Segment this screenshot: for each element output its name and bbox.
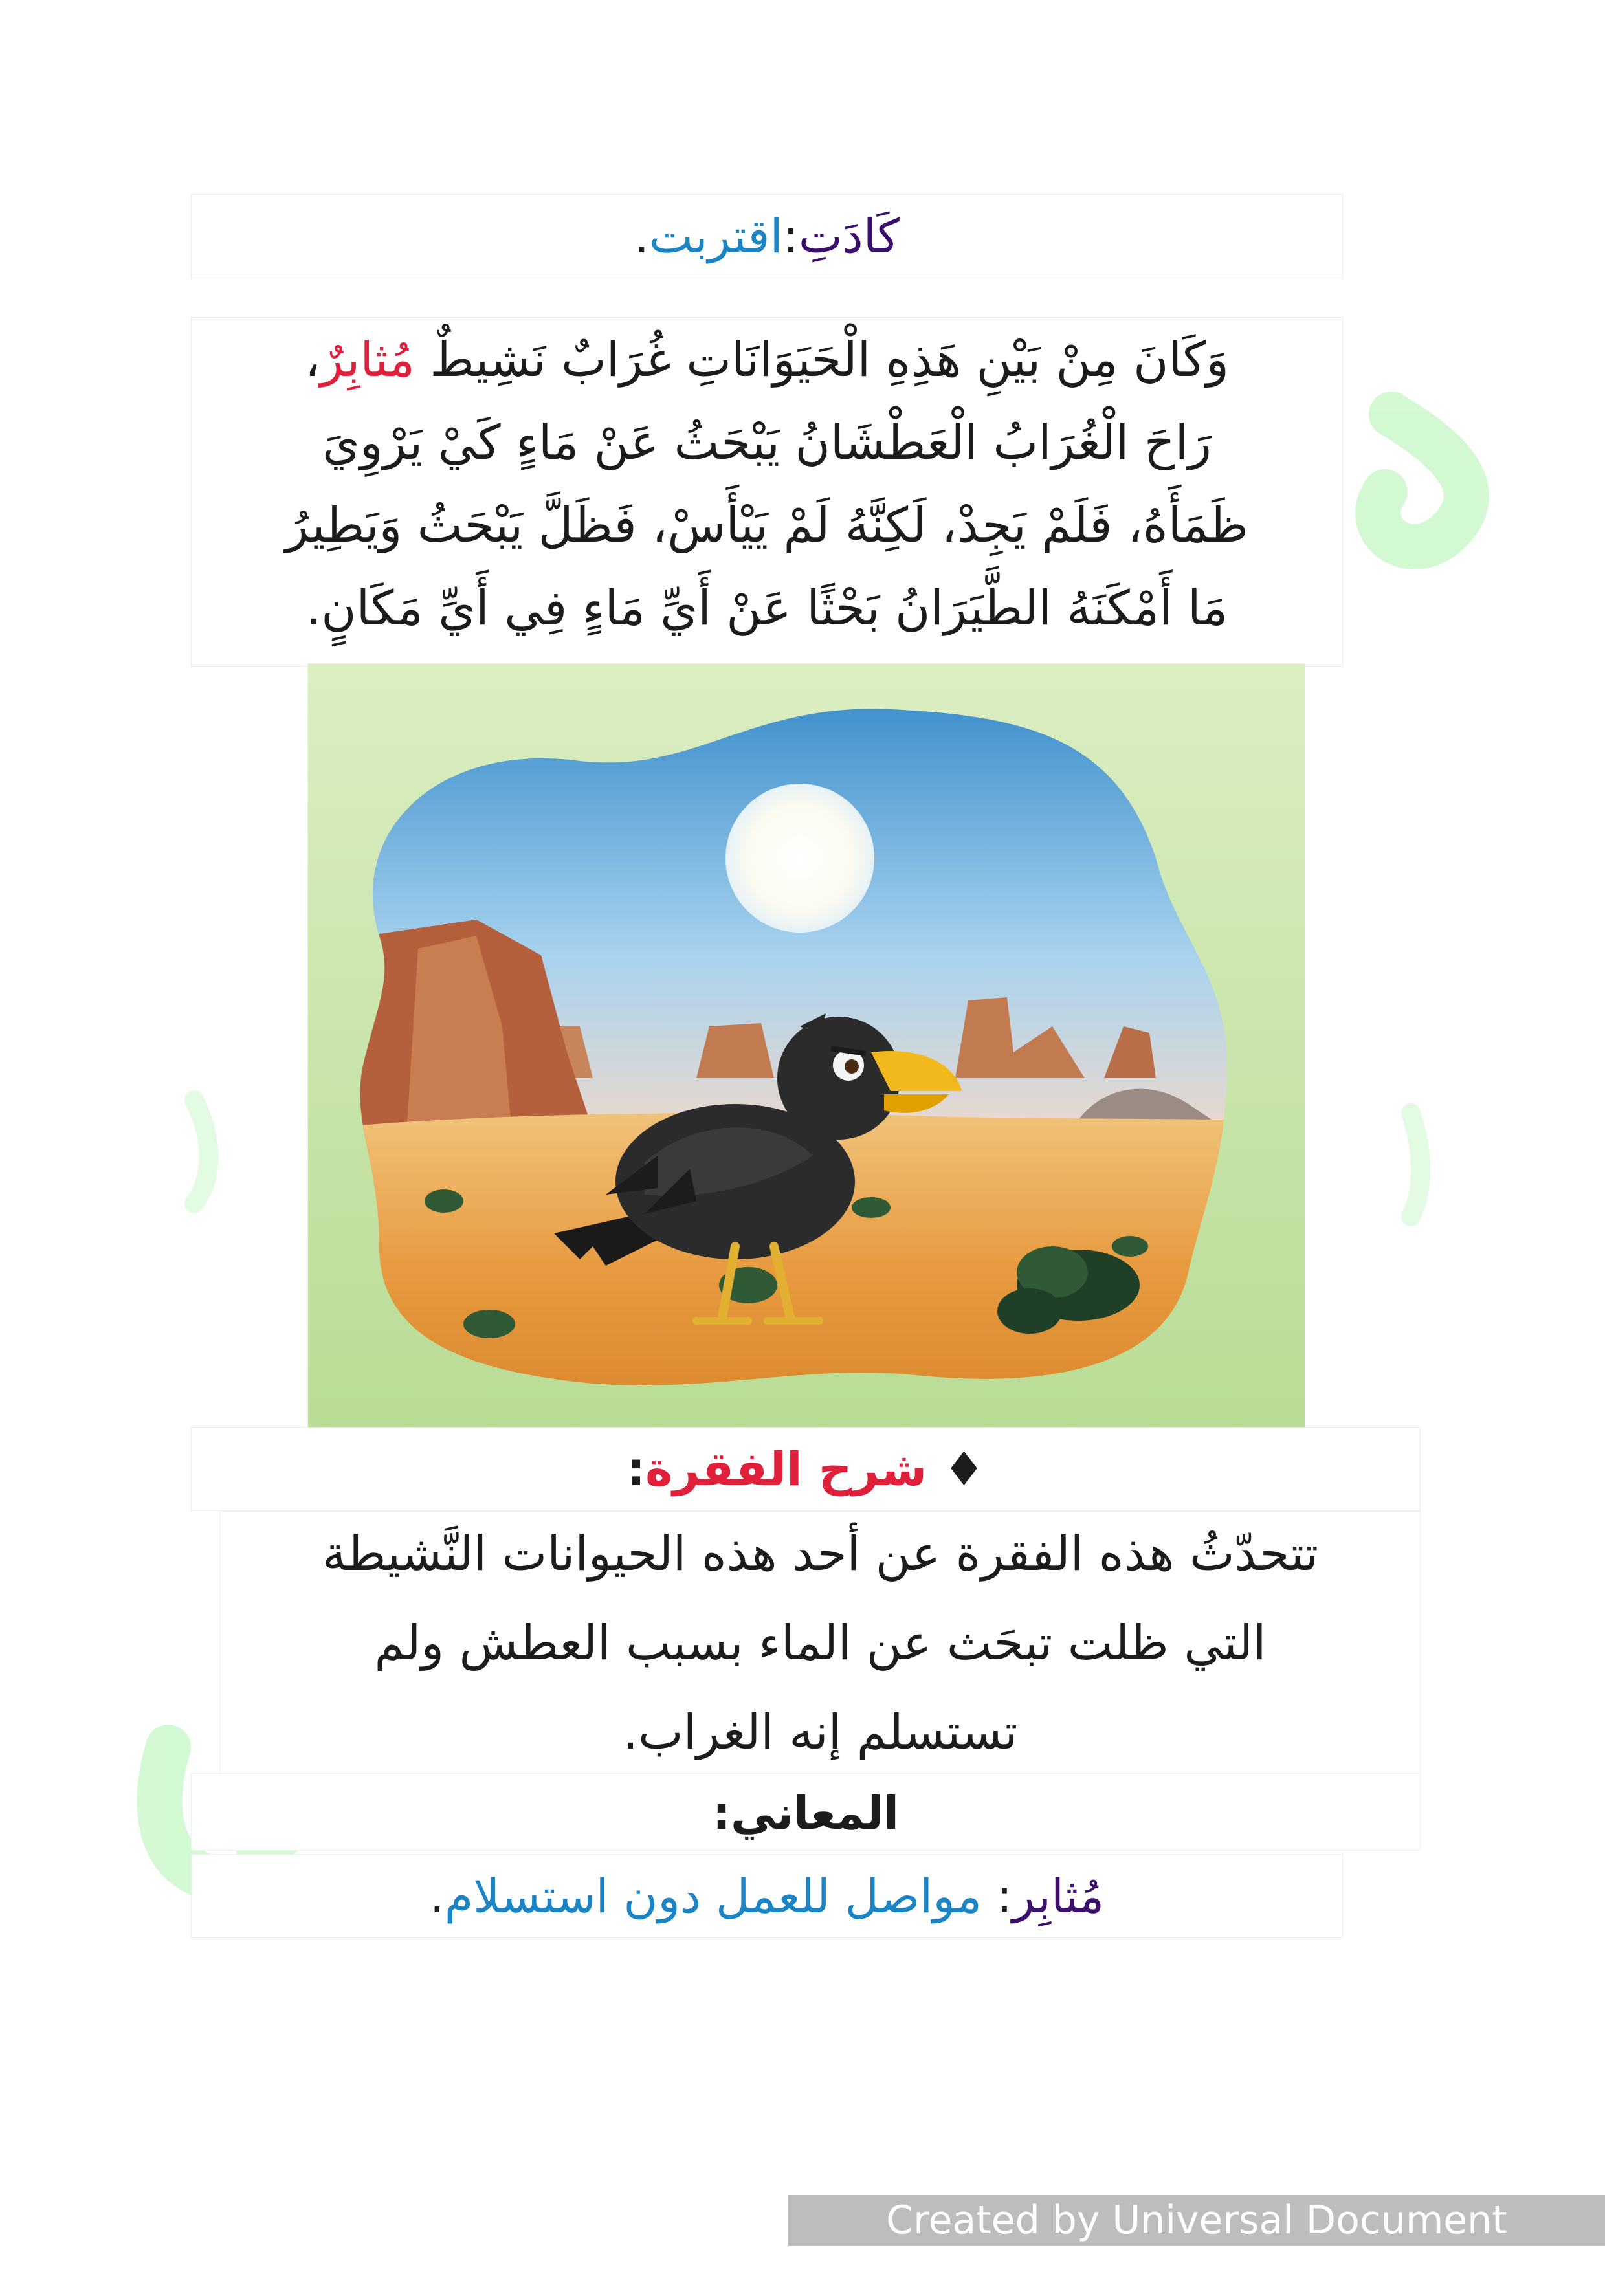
meanings-heading: المعاني — [730, 1787, 900, 1840]
paragraph-line-1-end: ، — [305, 332, 320, 388]
illustration-frame — [307, 663, 1304, 1427]
vocab-top-end: . — [634, 209, 649, 263]
vocab-top-box — [191, 194, 1343, 278]
explanation-line-3: تستسلم إنه الغراب. — [623, 1705, 1018, 1760]
bullet-icon: ♦ — [943, 1442, 985, 1496]
paragraph-line-4: مَا أَمْكَنَهُ الطَّيَرَانُ بَحْثًا عَنْ أَيِّ مَاءٍ فِي أَيِّ مَكَانٍ. — [305, 580, 1228, 636]
meanings-meaning: مواصل للعمل دون استسلام — [444, 1869, 982, 1923]
paragraph-line-3: ظَمَأَهُ، فَلَمْ يَجِدْ، لَكِنَّهُ لَمْ يَيْأَسْ، فَظَلَّ يَبْحَثُ وَيَطِيرُ — [285, 498, 1248, 553]
paragraph-line-1 — [192, 332, 1342, 388]
explanation-heading-colon: : — [626, 1442, 645, 1496]
vocab-top-word: كَادَتِ — [798, 209, 900, 263]
explanation-line-2: التي ظلت تبحَث عن الماء بسبب العطش ولم — [374, 1615, 1267, 1671]
meanings-heading-box — [191, 1773, 1421, 1851]
vocab-top-separator: : — [782, 209, 799, 263]
meanings-heading-colon: : — [712, 1787, 731, 1840]
paragraph-line-1-text: وَكَانَ مِنْ بَيْنِ هَذِهِ الْحَيَوَانَاتِ غُرَابٌ نَشِيطٌ — [414, 332, 1229, 388]
sun — [725, 784, 874, 933]
paragraph-line-2: رَاحَ الْغُرَابُ الْعَطْشَانُ يَبْحَثُ عَنْ مَاءٍ كَيْ يَرْوِيَ — [322, 415, 1212, 470]
vocab-top-meaning: اقتربت — [648, 209, 783, 263]
footer-badge: Created by Universal Document Converter — [788, 2195, 1605, 2246]
explanation-heading-line — [192, 1442, 1420, 1496]
explanation-line-1: تتحدّثُ هذه الفقرة عن أحد هذه الحيوانات النَّشيطة — [322, 1526, 1319, 1582]
meanings-heading-line — [192, 1787, 1420, 1840]
meanings-end: . — [429, 1869, 445, 1923]
meanings-entry-line — [192, 1869, 1342, 1923]
paragraph-box — [191, 317, 1343, 667]
vocab-top-line — [192, 209, 1342, 263]
meanings-entry-box — [191, 1854, 1343, 1938]
meanings-word: مُثابِر — [1012, 1869, 1105, 1923]
explanation-heading: شرح الفقرة — [645, 1442, 927, 1496]
explanation-heading-box — [191, 1427, 1421, 1511]
paragraph-highlight-word: مُثابِرٌ — [320, 332, 415, 388]
crow-illustration — [308, 664, 1305, 1428]
meanings-separator: : — [996, 1869, 1013, 1923]
